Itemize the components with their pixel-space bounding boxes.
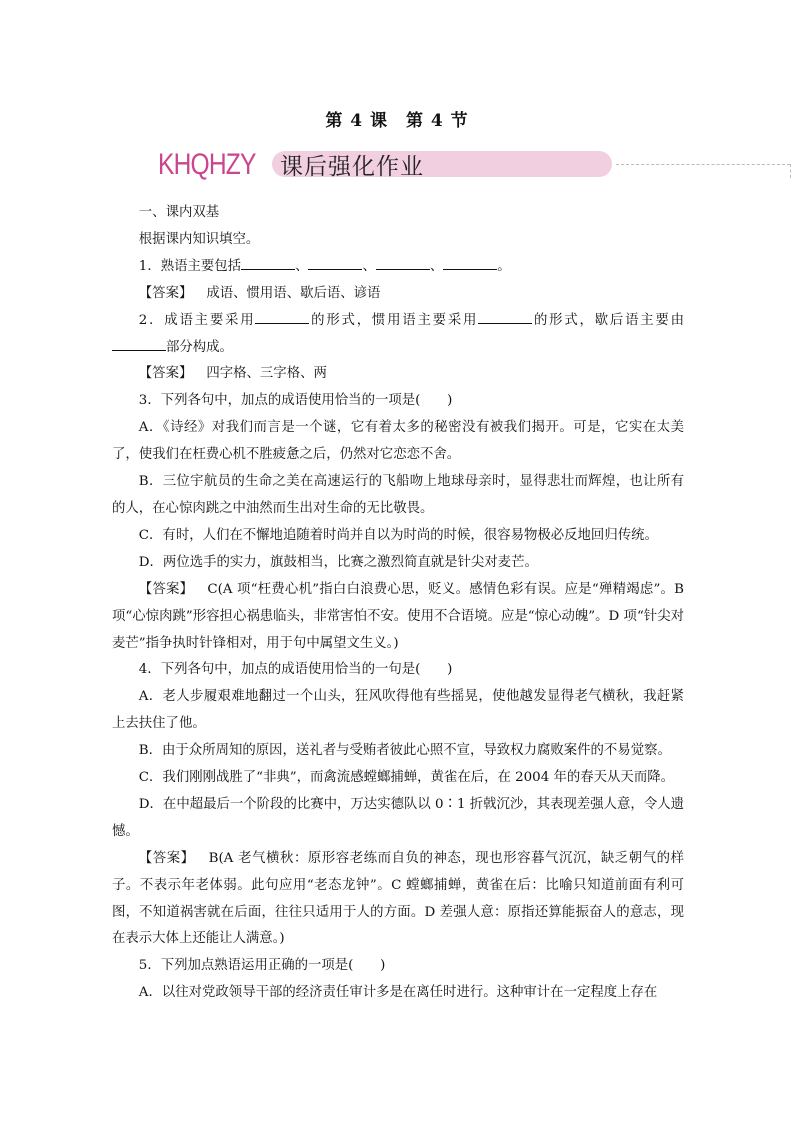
banner-logo: KHQHZY — [158, 148, 256, 181]
q2-text: 的形式，惯用语主要采用 — [309, 312, 479, 328]
question-3-option-b: B．三位宇航员的生命之美在高速运行的飞船吻上地球母亲时，显得悲壮而辉煌，也让所有的人，在心惊肉跳之中油然而生出对生命的无比敬畏。 — [112, 474, 684, 516]
q2-text: 的形式，歇后语主要由 — [532, 312, 685, 328]
answer-text: 成语、惯用语、歇后语、谚语 — [206, 285, 381, 301]
question-4-option-b: B．由于众所周知的原因，送礼者与受贿者彼此心照不宣，导致权力腐败案件的不易觉察。 — [138, 743, 671, 759]
question-3-option-a: A．《诗经》对我们而言是一个谜，它有着太多的秘密没有被我们揭开。可是，它实在太美了，使我们在枉费心机不胜疲惫之后，仍然对它恋恋不舍。 — [112, 420, 684, 463]
section-heading: 一、课内双基 — [138, 205, 220, 220]
blank — [376, 255, 430, 270]
answer-4 — [112, 846, 684, 954]
answer-tag: 【答案】 — [138, 581, 194, 597]
blank — [308, 255, 362, 270]
question-3-stem: 3．下列各句中，加点的成语使用恰当的一项是( ) — [138, 393, 453, 409]
blank — [241, 255, 295, 270]
banner-dashed-line — [616, 164, 790, 165]
banner-dashed-arrow-icon — [790, 164, 791, 178]
answer-1 — [112, 281, 684, 308]
question-4-option-d: D．在中超最后一个阶段的比赛中，万达实德队以 0∶1 折戟沉沙，其表现差强人意，令人遗憾。 — [112, 796, 684, 839]
question-4-option-c: C．我们刚刚战胜了“非典”，而禽流感螳螂捕蝉，黄雀在后，在 2004 年的春天从天而降。 — [138, 770, 674, 786]
q2-text: 2．成语主要采用 — [138, 312, 256, 328]
answer-text: B(A 老气横秋：原形容老练而自负的神态，现也形容暮气沉沉，缺乏朝气的样子。不表示年老体弱。此句应用“老态龙钟”。C 螳螂捕蝉，黄雀在后：比喻只知道前面有利可图，不知道祸害就在后面，往往只适用于人的方面。D 差强人意：原指还算能振奋人的意志，现在表示大体上还能让人满意。) — [112, 850, 685, 947]
page-title: 第 4 课 第 4 节 — [325, 111, 469, 131]
blank — [255, 309, 309, 324]
q1-text: 1．熟语主要包括 — [138, 258, 242, 274]
blank — [112, 336, 166, 351]
answer-text: C(A 项“枉费心机”指白白浪费心思，贬义。感情色彩有误。应是“殚精竭虑”。B 项“心惊肉跳”形容担心祸患临头，非常害怕不安。使用不合语境。应是“惊心动魄”。D 项“针尖对麦芒”指争执时针锋相对，用于句中属望文生义。) — [112, 581, 685, 651]
question-4-stem: 4．下列各句中，加点的成语使用恰当的一句是( ) — [138, 662, 453, 678]
question-3-option-c: C．有时，人们在不懈地追随着时尚并自以为时尚的时候，很容易物极必反地回归传统。 — [138, 527, 658, 543]
question-5-stem: 5．下列加点熟语运用正确的一项是( ) — [138, 958, 386, 974]
banner-title: 课后强化作业 — [280, 154, 424, 180]
q1-end: 。 — [497, 258, 511, 274]
q1-sep: 、 — [295, 258, 309, 274]
question-4-option-a: A．老人步履艰难地翻过一个山头，狂风吹得他有些摇晃，使他越发显得老气横秋，我赶紧上去扶住了他。 — [112, 689, 684, 732]
answer-tag: 【答案】 — [138, 850, 195, 866]
banner — [158, 146, 636, 184]
section-instruction: 根据课内知识填空。 — [138, 231, 260, 247]
q1-sep: 、 — [429, 258, 444, 274]
answer-text: 四字格、三字格、两 — [206, 366, 327, 382]
document-body — [112, 200, 684, 1007]
question-3-option-d: D．两位选手的实力，旗鼓相当，比赛之激烈简直就是针尖对麦芒。 — [138, 554, 538, 570]
blank — [478, 309, 532, 324]
answer-tag: 【答案】 — [138, 366, 193, 382]
answer-3 — [112, 577, 684, 658]
answer-tag: 【答案】 — [138, 285, 193, 301]
q2-text: 部分构成。 — [166, 339, 233, 355]
answer-2 — [112, 361, 684, 388]
question-1 — [112, 254, 684, 281]
blank — [443, 255, 497, 270]
question-5-option-a: A．以往对党政领导干部的经济责任审计多是在离任时进行。这种审计在一定程度上存在 — [138, 985, 658, 1001]
question-2 — [112, 308, 684, 362]
q1-sep: 、 — [362, 258, 376, 274]
